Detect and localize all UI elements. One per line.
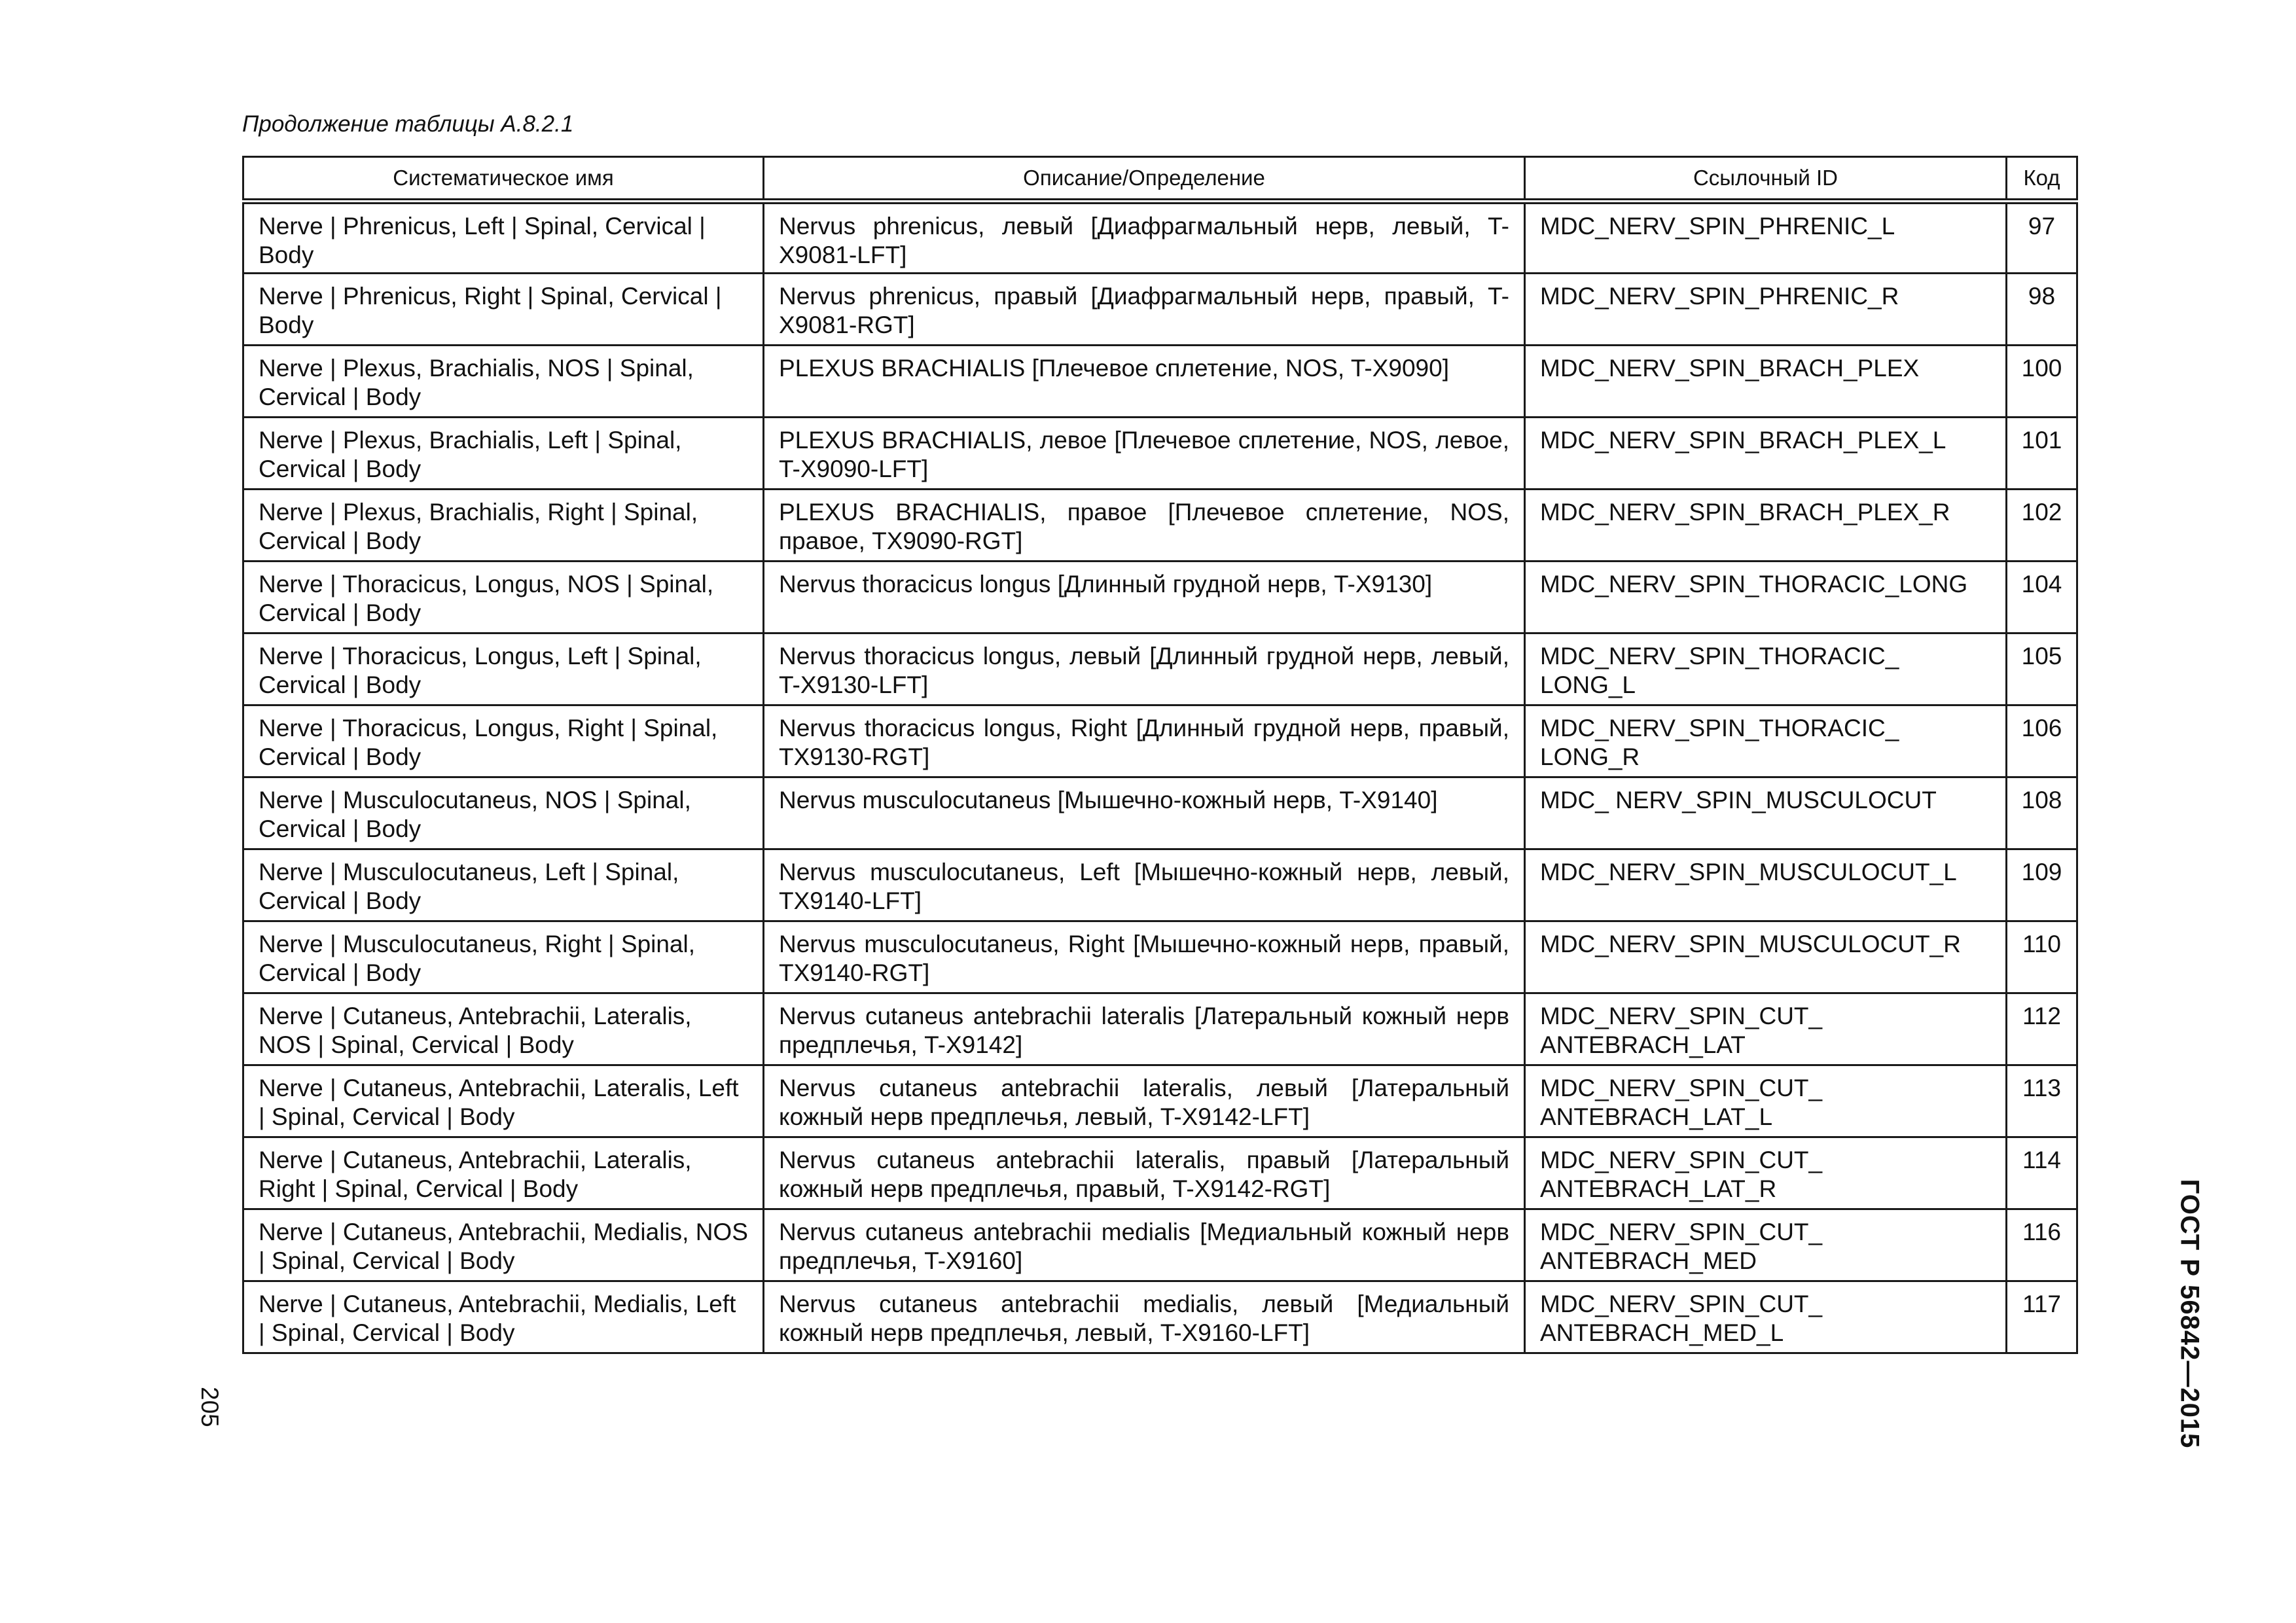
cell-description: Nervus phrenicus, правый [Диафрагмальный нерв, правый, T-X9081-RGT]	[764, 274, 1525, 346]
cell-description: PLEXUS BRACHIALIS, правое [Плечевое сплетение, NOS, правое, TX9090-RGT]	[764, 490, 1525, 562]
table-row	[243, 1065, 2077, 1137]
cell-code: 114	[2007, 1137, 2077, 1209]
cell-description: Nervus cutaneus antebrachii lateralis, левый [Латеральный кожный нерв предплечья, левый, T-X9142-LFT]	[764, 1065, 1525, 1137]
cell-description: Nervus cutaneus antebrachii medialis [Медиальный кожный нерв предплечья, T-X9160]	[764, 1209, 1525, 1281]
cell-systematic-name: Nerve | Cutaneus, Antebrachii, Medialis, Left | Spinal, Cervical | Body	[243, 1281, 764, 1353]
cell-code: 112	[2007, 993, 2077, 1065]
cell-reference-id: MDC_NERV_SPIN_THORACIC_ LONG_R	[1525, 705, 2007, 777]
document-id: ГОСТ Р 56842—2015	[2175, 1179, 2204, 1449]
cell-reference-id: MDC_NERV_SPIN_CUT_ ANTEBRACH_MED	[1525, 1209, 2007, 1281]
cell-reference-id: MDC_NERV_SPIN_MUSCULOCUT_L	[1525, 849, 2007, 921]
cell-reference-id: MDC_NERV_SPIN_THORACIC_LONG	[1525, 562, 2007, 633]
table-row	[243, 1137, 2077, 1209]
cell-code: 109	[2007, 849, 2077, 921]
cell-code: 100	[2007, 346, 2077, 418]
cell-code: 106	[2007, 705, 2077, 777]
cell-systematic-name: Nerve | Thoracicus, Longus, NOS | Spinal, Cervical | Body	[243, 562, 764, 633]
cell-code: 110	[2007, 921, 2077, 993]
header-row	[243, 157, 2077, 202]
table-row	[243, 705, 2077, 777]
cell-systematic-name: Nerve | Musculocutaneus, Left | Spinal, Cervical | Body	[243, 849, 764, 921]
cell-systematic-name: Nerve | Musculocutaneus, Right | Spinal, Cervical | Body	[243, 921, 764, 993]
cell-reference-id: MDC_NERV_SPIN_PHRENIC_L	[1525, 202, 2007, 274]
table-row	[243, 418, 2077, 490]
table-row	[243, 921, 2077, 993]
cell-description: Nervus phrenicus, левый [Диафрагмальный нерв, левый, T-X9081-LFT]	[764, 202, 1525, 274]
table-row	[243, 490, 2077, 562]
cell-code: 117	[2007, 1281, 2077, 1353]
cell-reference-id: MDC_ NERV_SPIN_MUSCULOCUT	[1525, 777, 2007, 849]
cell-description: Nervus musculocutaneus, Right [Мышечно-кожный нерв, правый, TX9140-RGT]	[764, 921, 1525, 993]
table-caption: Продолжение таблицы А.8.2.1	[242, 111, 574, 137]
cell-reference-id: MDC_NERV_SPIN_MUSCULOCUT_R	[1525, 921, 2007, 993]
cell-reference-id: MDC_NERV_SPIN_CUT_ ANTEBRACH_LAT_R	[1525, 1137, 2007, 1209]
cell-code: 102	[2007, 490, 2077, 562]
cell-reference-id: MDC_NERV_SPIN_BRACH_PLEX_L	[1525, 418, 2007, 490]
cell-description: Nervus thoracicus longus [Длинный грудной нерв, T-X9130]	[764, 562, 1525, 633]
cell-code: 105	[2007, 633, 2077, 705]
table-body	[243, 202, 2077, 1353]
cell-systematic-name: Nerve | Cutaneus, Antebrachii, Lateralis, Right | Spinal, Cervical | Body	[243, 1137, 764, 1209]
table-row	[243, 993, 2077, 1065]
cell-description: PLEXUS BRACHIALIS [Плечевое сплетение, NOS, T-X9090]	[764, 346, 1525, 418]
cell-code: 104	[2007, 562, 2077, 633]
table-row	[243, 849, 2077, 921]
column-header-reference-id: Ссылочный ID	[1525, 157, 2007, 202]
cell-systematic-name: Nerve | Cutaneus, Antebrachii, Medialis, NOS | Spinal, Cervical | Body	[243, 1209, 764, 1281]
cell-code: 108	[2007, 777, 2077, 849]
cell-code: 97	[2007, 202, 2077, 274]
cell-reference-id: MDC_NERV_SPIN_CUT_ ANTEBRACH_LAT_L	[1525, 1065, 2007, 1137]
data-table	[242, 156, 2078, 1354]
cell-systematic-name: Nerve | Thoracicus, Longus, Left | Spinal, Cervical | Body	[243, 633, 764, 705]
table-row	[243, 562, 2077, 633]
cell-description: Nervus thoracicus longus, левый [Длинный грудной нерв, левый, T-X9130-LFT]	[764, 633, 1525, 705]
cell-systematic-name: Nerve | Thoracicus, Longus, Right | Spinal, Cervical | Body	[243, 705, 764, 777]
page-number: 205	[196, 1387, 223, 1427]
table-header	[243, 157, 2077, 202]
cell-reference-id: MDC_NERV_SPIN_CUT_ ANTEBRACH_MED_L	[1525, 1281, 2007, 1353]
cell-reference-id: MDC_NERV_SPIN_BRACH_PLEX_R	[1525, 490, 2007, 562]
column-header-description: Описание/Определение	[764, 157, 1525, 202]
table-row	[243, 274, 2077, 346]
cell-systematic-name: Nerve | Cutaneus, Antebrachii, Lateralis, NOS | Spinal, Cervical | Body	[243, 993, 764, 1065]
table-row	[243, 777, 2077, 849]
cell-reference-id: MDC_NERV_SPIN_PHRENIC_R	[1525, 274, 2007, 346]
column-header-systematic-name: Систематическое имя	[243, 157, 764, 202]
column-header-code: Код	[2007, 157, 2077, 202]
table-row	[243, 202, 2077, 274]
cell-reference-id: MDC_NERV_SPIN_THORACIC_ LONG_L	[1525, 633, 2007, 705]
cell-description: Nervus thoracicus longus, Right [Длинный грудной нерв, правый, TX9130-RGT]	[764, 705, 1525, 777]
cell-code: 113	[2007, 1065, 2077, 1137]
cell-description: Nervus cutaneus antebrachii medialis, левый [Медиальный кожный нерв предплечья, левый, T-X9160-LFT]	[764, 1281, 1525, 1353]
cell-description: Nervus musculocutaneus, Left [Мышечно-кожный нерв, левый, TX9140-LFT]	[764, 849, 1525, 921]
cell-systematic-name: Nerve | Plexus, Brachialis, Right | Spinal, Cervical | Body	[243, 490, 764, 562]
cell-reference-id: MDC_NERV_SPIN_CUT_ ANTEBRACH_LAT	[1525, 993, 2007, 1065]
cell-systematic-name: Nerve | Musculocutaneus, NOS | Spinal, Cervical | Body	[243, 777, 764, 849]
cell-reference-id: MDC_NERV_SPIN_BRACH_PLEX	[1525, 346, 2007, 418]
cell-systematic-name: Nerve | Plexus, Brachialis, NOS | Spinal, Cervical | Body	[243, 346, 764, 418]
table-row	[243, 346, 2077, 418]
cell-description: Nervus cutaneus antebrachii lateralis [Латеральный кожный нерв предплечья, T-X9142]	[764, 993, 1525, 1065]
cell-description: PLEXUS BRACHIALIS, левое [Плечевое сплетение, NOS, левое, T-X9090-LFT]	[764, 418, 1525, 490]
table-row	[243, 633, 2077, 705]
cell-systematic-name: Nerve | Cutaneus, Antebrachii, Lateralis, Left | Spinal, Cervical | Body	[243, 1065, 764, 1137]
cell-code: 116	[2007, 1209, 2077, 1281]
cell-description: Nervus cutaneus antebrachii lateralis, правый [Латеральный кожный нерв предплечья, правый, T-X9142-RGT]	[764, 1137, 1525, 1209]
cell-code: 98	[2007, 274, 2077, 346]
cell-code: 101	[2007, 418, 2077, 490]
cell-systematic-name: Nerve | Plexus, Brachialis, Left | Spinal, Cervical | Body	[243, 418, 764, 490]
table-row	[243, 1209, 2077, 1281]
cell-description: Nervus musculocutaneus [Мышечно-кожный нерв, T-X9140]	[764, 777, 1525, 849]
cell-systematic-name: Nerve | Phrenicus, Right | Spinal, Cervical | Body	[243, 274, 764, 346]
table-row	[243, 1281, 2077, 1353]
cell-systematic-name: Nerve | Phrenicus, Left | Spinal, Cervical | Body	[243, 202, 764, 274]
